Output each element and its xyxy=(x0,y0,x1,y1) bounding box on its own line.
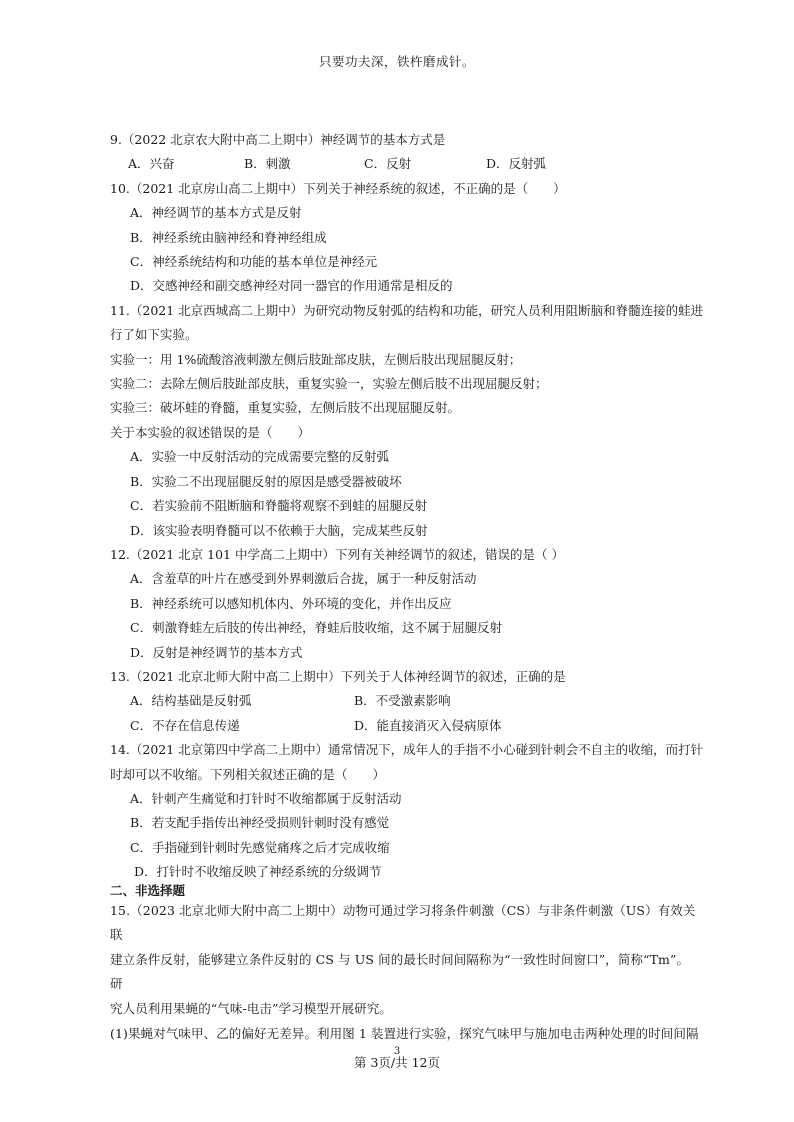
option-b: B．刺激 xyxy=(244,156,291,172)
option-c: C．手指碰到针刺时先感觉痛疼之后才完成收缩 xyxy=(130,839,390,855)
header-motto: 只要功夫深，铁杵磨成针。 xyxy=(318,54,475,69)
option-d: D．反射是神经调节的基本方式 xyxy=(130,644,303,660)
question-13-stem: 13.（2021 北京北师大附中高二上期中）下列关于人体神经调节的叙述，正确的是 xyxy=(110,668,566,684)
section-title-non-choice: 二、非选择题 xyxy=(110,882,186,898)
question-11-stem-line-2: 行了如下实验。 xyxy=(110,327,198,343)
option-d: D．该实验表明脊髓可以不依赖于大脑，完成某些反射 xyxy=(130,522,428,538)
question-content xyxy=(110,128,704,1046)
option-c: C．不存在信息传递 xyxy=(130,717,240,733)
option-b: B．神经系统由脑神经和脊神经组成 xyxy=(130,229,327,245)
option-a: A．针刺产生痛觉和打针时不收缩都属于反射活动 xyxy=(130,790,402,806)
question-15-line-2: 建立条件反射，能够建立条件反射的 CS 与 US 间的最长时间间隔称为“一致性时间窗口”，简称“Tm”。研 xyxy=(110,951,690,992)
question-15-line-1: 15.（2023 北京北师大附中高二上期中）动物可通过学习将条件刺激（CS）与非条件刺激（US）有效关联 xyxy=(110,902,696,943)
question-15-part-1: (1)果蝇对气味甲、乙的偏好无差异。利用图 1 装置进行实验，探究气味甲与施加电击两种处理的时间间隔 xyxy=(110,1025,699,1041)
option-d: D．反射弧 xyxy=(486,156,547,172)
experiment-1: 实验一：用 1%硫酸溶液刺激左侧后肢趾部皮肤，左侧后肢出现屈腿反射； xyxy=(110,351,522,367)
option-a: A．兴奋 xyxy=(128,156,175,172)
option-d: D．能直接消灭入侵病原体 xyxy=(354,717,502,733)
option-b: B．实验二不出现屈腿反射的原因是感受器被破坏 xyxy=(130,473,402,489)
option-c: C．若实验前不阻断脑和脊髓将观察不到蛙的屈腿反射 xyxy=(130,498,428,514)
option-b: B．神经系统可以感知机体内、外环境的变化，并作出反应 xyxy=(130,595,452,611)
question-14-stem-line-1: 14.（2021 北京第四中学高二上期中）通常情况下，成年人的手指不小心碰到针刺会不自主的收缩，而打针 xyxy=(110,742,704,758)
question-9-options xyxy=(110,152,700,176)
experiment-3: 实验三：破坏蛙的脊髓，重复实验，左侧后肢不出现屈腿反射。 xyxy=(110,400,461,416)
option-d: D．交感神经和副交感神经对同一器官的作用通常是相反的 xyxy=(130,278,453,294)
option-c: C．神经系统结构和功能的基本单位是神经元 xyxy=(130,254,378,270)
question-10-stem: 10.（2021 北京房山高二上期中）下列关于神经系统的叙述，不正确的是（ ） xyxy=(110,180,566,196)
question-15-line-3: 究人员利用果蝇的“气味-电击”学习模型开展研究。 xyxy=(110,1000,392,1016)
option-a: A．含羞草的叶片在感受到外界刺激后合拢，属于一种反射活动 xyxy=(130,571,477,587)
option-d: D．打针时不收缩反映了神经系统的分级调节 xyxy=(134,864,382,880)
question-13-options-row-2 xyxy=(110,714,700,738)
option-a: A．结构基础是反射弧 xyxy=(130,693,252,709)
option-a: A．实验一中反射活动的完成需要完整的反射弧 xyxy=(130,449,390,465)
option-c: C．反射 xyxy=(364,156,412,172)
option-c: C．刺激脊蛙左后肢的传出神经，脊蛙后肢收缩，这不属于屈腿反射 xyxy=(130,620,503,636)
question-14-stem-line-2: 时却可以不收缩。下列相关叙述正确的是（ ） xyxy=(110,766,386,782)
question-11-stem-line-1: 11.（2021 北京西城高二上期中）为研究动物反射弧的结构和功能，研究人员利用阻断脑和脊髓连接的蛙进 xyxy=(110,302,704,318)
question-9-stem: 9.（2022 北京农大附中高二上期中）神经调节的基本方式是 xyxy=(110,132,446,147)
option-b: B．若支配手指传出神经受损则针刺时没有感觉 xyxy=(130,815,390,831)
page-footer: 第 3页/共 12页 xyxy=(353,1055,441,1070)
option-b: B．不受激素影响 xyxy=(354,693,451,709)
experiment-2: 实验二：去除左侧后肢趾部皮肤，重复实验一，实验左侧后肢不出现屈腿反射； xyxy=(110,376,548,392)
option-a: A．神经调节的基本方式是反射 xyxy=(130,205,302,221)
question-12-stem: 12.（2021 北京 101 中学高二上期中）下列有关神经调节的叙述，错误的是（ ） xyxy=(110,546,564,562)
question-13-options-row-1 xyxy=(110,689,700,713)
question-11-prompt: 关于本实验的叙述错误的是（ ） xyxy=(110,424,311,440)
page-number: 3 xyxy=(393,1046,401,1057)
